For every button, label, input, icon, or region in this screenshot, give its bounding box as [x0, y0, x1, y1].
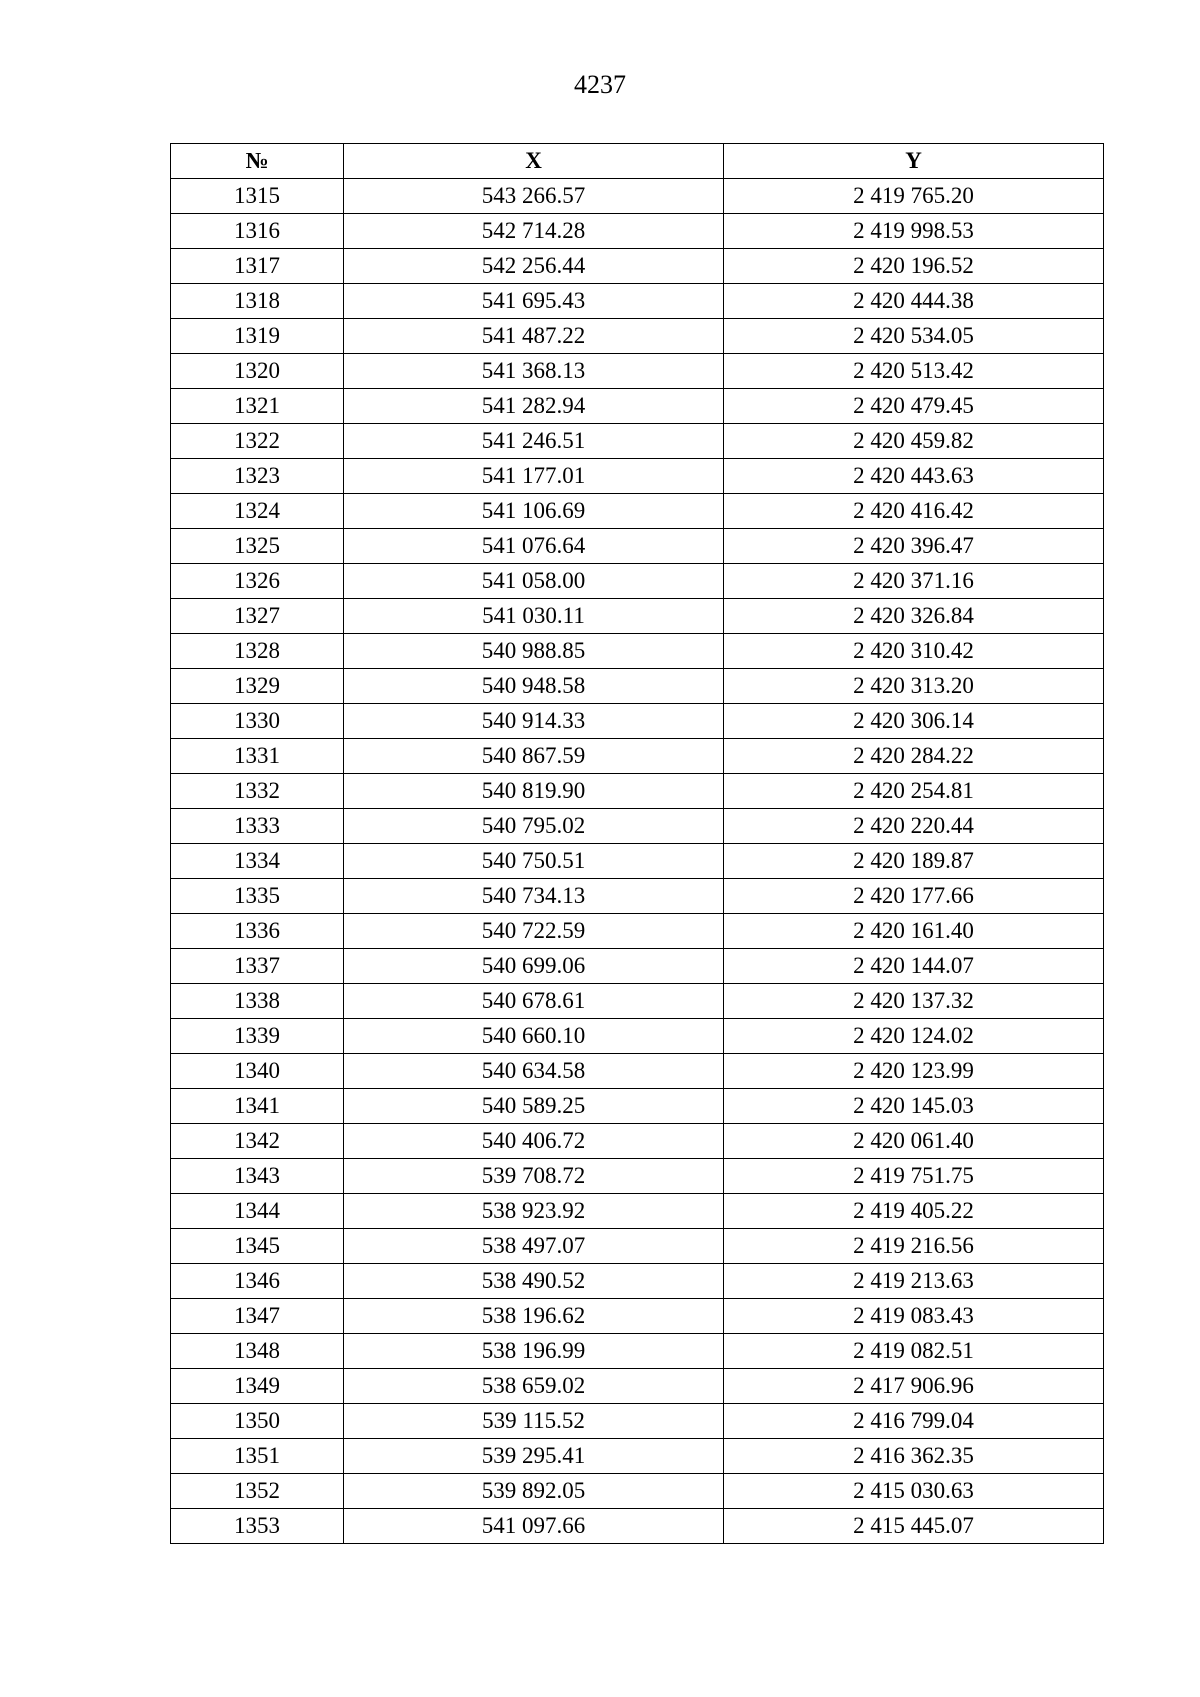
table-row [171, 214, 1104, 249]
cell-number: 1339 [171, 1019, 344, 1054]
table-header-row [171, 144, 1104, 179]
table-row [171, 1019, 1104, 1054]
cell-x: 541 076.64 [344, 529, 724, 564]
cell-y: 2 416 799.04 [724, 1404, 1104, 1439]
cell-x: 541 282.94 [344, 389, 724, 424]
cell-x: 541 487.22 [344, 319, 724, 354]
table-row [171, 1509, 1104, 1544]
cell-y: 2 420 220.44 [724, 809, 1104, 844]
cell-number: 1317 [171, 249, 344, 284]
cell-number: 1338 [171, 984, 344, 1019]
cell-x: 540 406.72 [344, 1124, 724, 1159]
cell-number: 1333 [171, 809, 344, 844]
cell-number: 1337 [171, 949, 344, 984]
cell-x: 538 659.02 [344, 1369, 724, 1404]
cell-x: 541 695.43 [344, 284, 724, 319]
cell-x: 541 030.11 [344, 599, 724, 634]
table-body [171, 179, 1104, 1544]
table-row [171, 459, 1104, 494]
cell-x: 540 678.61 [344, 984, 724, 1019]
cell-x: 540 634.58 [344, 1054, 724, 1089]
coordinates-table [170, 143, 1104, 1544]
cell-number: 1321 [171, 389, 344, 424]
cell-number: 1328 [171, 634, 344, 669]
cell-x: 540 722.59 [344, 914, 724, 949]
cell-number: 1315 [171, 179, 344, 214]
cell-number: 1351 [171, 1439, 344, 1474]
cell-y: 2 419 083.43 [724, 1299, 1104, 1334]
table-row [171, 669, 1104, 704]
cell-y: 2 420 326.84 [724, 599, 1104, 634]
cell-x: 541 097.66 [344, 1509, 724, 1544]
table-row [171, 319, 1104, 354]
cell-y: 2 419 765.20 [724, 179, 1104, 214]
cell-y: 2 420 371.16 [724, 564, 1104, 599]
cell-number: 1325 [171, 529, 344, 564]
column-header-x: X [344, 144, 724, 179]
cell-number: 1327 [171, 599, 344, 634]
cell-number: 1326 [171, 564, 344, 599]
cell-y: 2 420 534.05 [724, 319, 1104, 354]
cell-number: 1323 [171, 459, 344, 494]
cell-number: 1329 [171, 669, 344, 704]
cell-x: 541 246.51 [344, 424, 724, 459]
table-row [171, 914, 1104, 949]
cell-number: 1336 [171, 914, 344, 949]
table-row [171, 179, 1104, 214]
cell-y: 2 419 216.56 [724, 1229, 1104, 1264]
page-number: 4237 [574, 70, 626, 99]
cell-x: 540 660.10 [344, 1019, 724, 1054]
cell-number: 1332 [171, 774, 344, 809]
table-row [171, 389, 1104, 424]
table-row [171, 529, 1104, 564]
cell-x: 541 058.00 [344, 564, 724, 599]
cell-y: 2 420 284.22 [724, 739, 1104, 774]
cell-x: 540 988.85 [344, 634, 724, 669]
cell-number: 1320 [171, 354, 344, 389]
table-row [171, 354, 1104, 389]
cell-x: 540 795.02 [344, 809, 724, 844]
cell-y: 2 415 030.63 [724, 1474, 1104, 1509]
cell-y: 2 420 310.42 [724, 634, 1104, 669]
cell-x: 540 867.59 [344, 739, 724, 774]
table-row [171, 494, 1104, 529]
table-row [171, 1474, 1104, 1509]
cell-number: 1348 [171, 1334, 344, 1369]
table-row [171, 1054, 1104, 1089]
cell-y: 2 420 513.42 [724, 354, 1104, 389]
table-row [171, 1334, 1104, 1369]
cell-number: 1347 [171, 1299, 344, 1334]
table-row [171, 949, 1104, 984]
table-row [171, 564, 1104, 599]
cell-y: 2 415 445.07 [724, 1509, 1104, 1544]
cell-number: 1319 [171, 319, 344, 354]
cell-number: 1345 [171, 1229, 344, 1264]
cell-number: 1353 [171, 1509, 344, 1544]
table-row [171, 1439, 1104, 1474]
cell-y: 2 420 416.42 [724, 494, 1104, 529]
cell-x: 540 948.58 [344, 669, 724, 704]
table-row [171, 634, 1104, 669]
table-row [171, 1369, 1104, 1404]
cell-x: 538 490.52 [344, 1264, 724, 1299]
column-header-number: № [171, 144, 344, 179]
table-row [171, 1264, 1104, 1299]
table-row [171, 1159, 1104, 1194]
cell-number: 1344 [171, 1194, 344, 1229]
cell-y: 2 419 751.75 [724, 1159, 1104, 1194]
table-row [171, 424, 1104, 459]
cell-x: 539 115.52 [344, 1404, 724, 1439]
cell-number: 1340 [171, 1054, 344, 1089]
cell-x: 540 819.90 [344, 774, 724, 809]
cell-number: 1334 [171, 844, 344, 879]
table-row [171, 1229, 1104, 1264]
cell-y: 2 419 405.22 [724, 1194, 1104, 1229]
cell-x: 541 177.01 [344, 459, 724, 494]
table-row [171, 739, 1104, 774]
table-row [171, 704, 1104, 739]
cell-y: 2 420 124.02 [724, 1019, 1104, 1054]
table-row [171, 1124, 1104, 1159]
cell-x: 540 589.25 [344, 1089, 724, 1124]
cell-number: 1341 [171, 1089, 344, 1124]
cell-x: 540 699.06 [344, 949, 724, 984]
cell-y: 2 416 362.35 [724, 1439, 1104, 1474]
table-row [171, 249, 1104, 284]
cell-y: 2 420 443.63 [724, 459, 1104, 494]
column-header-y: Y [724, 144, 1104, 179]
cell-x: 538 923.92 [344, 1194, 724, 1229]
cell-y: 2 420 306.14 [724, 704, 1104, 739]
cell-x: 538 196.62 [344, 1299, 724, 1334]
table-row [171, 774, 1104, 809]
cell-y: 2 420 123.99 [724, 1054, 1104, 1089]
cell-number: 1322 [171, 424, 344, 459]
table-row [171, 984, 1104, 1019]
table-row [171, 1299, 1104, 1334]
cell-y: 2 420 061.40 [724, 1124, 1104, 1159]
cell-number: 1343 [171, 1159, 344, 1194]
cell-x: 538 497.07 [344, 1229, 724, 1264]
cell-number: 1335 [171, 879, 344, 914]
cell-y: 2 420 145.03 [724, 1089, 1104, 1124]
cell-y: 2 419 998.53 [724, 214, 1104, 249]
cell-number: 1324 [171, 494, 344, 529]
cell-x: 542 256.44 [344, 249, 724, 284]
cell-x: 540 914.33 [344, 704, 724, 739]
table-row [171, 879, 1104, 914]
cell-x: 539 892.05 [344, 1474, 724, 1509]
table-row [171, 1404, 1104, 1439]
cell-y: 2 419 213.63 [724, 1264, 1104, 1299]
cell-x: 541 106.69 [344, 494, 724, 529]
cell-number: 1330 [171, 704, 344, 739]
cell-x: 541 368.13 [344, 354, 724, 389]
cell-number: 1352 [171, 1474, 344, 1509]
cell-y: 2 420 189.87 [724, 844, 1104, 879]
cell-x: 542 714.28 [344, 214, 724, 249]
cell-y: 2 420 444.38 [724, 284, 1104, 319]
cell-x: 540 734.13 [344, 879, 724, 914]
cell-x: 538 196.99 [344, 1334, 724, 1369]
cell-number: 1331 [171, 739, 344, 774]
cell-y: 2 417 906.96 [724, 1369, 1104, 1404]
cell-number: 1318 [171, 284, 344, 319]
table-row [171, 599, 1104, 634]
cell-number: 1342 [171, 1124, 344, 1159]
cell-y: 2 420 137.32 [724, 984, 1104, 1019]
cell-y: 2 420 313.20 [724, 669, 1104, 704]
cell-x: 539 295.41 [344, 1439, 724, 1474]
cell-y: 2 420 254.81 [724, 774, 1104, 809]
cell-y: 2 420 459.82 [724, 424, 1104, 459]
cell-x: 543 266.57 [344, 179, 724, 214]
cell-y: 2 420 396.47 [724, 529, 1104, 564]
table-row [171, 1194, 1104, 1229]
table-row [171, 809, 1104, 844]
cell-number: 1316 [171, 214, 344, 249]
cell-x: 539 708.72 [344, 1159, 724, 1194]
table-row [171, 1089, 1104, 1124]
cell-y: 2 419 082.51 [724, 1334, 1104, 1369]
table-row [171, 284, 1104, 319]
cell-x: 540 750.51 [344, 844, 724, 879]
cell-y: 2 420 479.45 [724, 389, 1104, 424]
cell-y: 2 420 196.52 [724, 249, 1104, 284]
cell-y: 2 420 177.66 [724, 879, 1104, 914]
cell-number: 1349 [171, 1369, 344, 1404]
cell-number: 1346 [171, 1264, 344, 1299]
table-row [171, 844, 1104, 879]
cell-number: 1350 [171, 1404, 344, 1439]
cell-y: 2 420 144.07 [724, 949, 1104, 984]
cell-y: 2 420 161.40 [724, 914, 1104, 949]
